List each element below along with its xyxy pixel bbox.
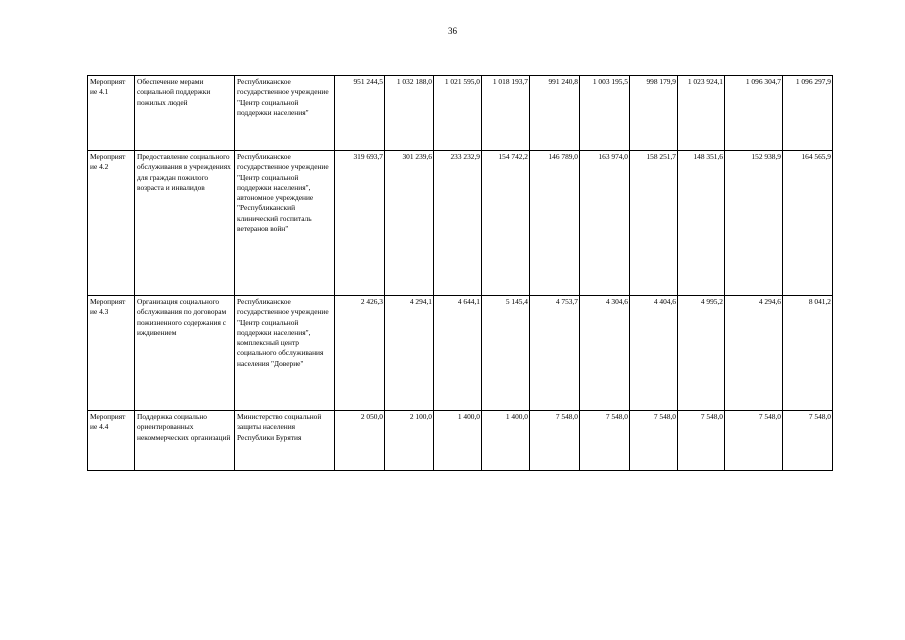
measure-name-cell: Организация социального обслуживания по договорам пожизненного содержания с иждивением: [135, 296, 235, 411]
value-cell: 2 426,3: [335, 296, 385, 411]
value-cell: 4 404,6: [630, 296, 678, 411]
measure-name-cell: Поддержка социально ориентированных некоммерческих организаций: [135, 411, 235, 471]
value-cell: 7 548,0: [678, 411, 725, 471]
program-table: [87, 75, 833, 471]
measure-code-cell: Мероприят ие 4.4: [88, 411, 135, 471]
value-cell: 7 548,0: [725, 411, 783, 471]
value-cell: 2 050,0: [335, 411, 385, 471]
value-cell: 319 693,7: [335, 151, 385, 296]
value-cell: 7 548,0: [530, 411, 580, 471]
value-cell: 4 995,2: [678, 296, 725, 411]
table-row: [88, 76, 833, 151]
value-cell: 8 041,2: [783, 296, 833, 411]
value-cell: 1 021 595,0: [434, 76, 482, 151]
table-row: [88, 296, 833, 411]
measure-code-cell: Мероприят ие 4.1: [88, 76, 135, 151]
value-cell: 1 400,0: [482, 411, 530, 471]
page-number: 36: [448, 26, 457, 36]
value-cell: 1 400,0: [434, 411, 482, 471]
value-cell: 951 244,5: [335, 76, 385, 151]
value-cell: 4 294,1: [385, 296, 434, 411]
value-cell: 163 974,0: [580, 151, 630, 296]
executor-cell: Республиканское государственное учреждение "Центр социальной поддержки населения": [235, 76, 335, 151]
value-cell: 148 351,6: [678, 151, 725, 296]
measure-name-cell: Обеспечение мерами социальной поддержки пожилых людей: [135, 76, 235, 151]
value-cell: 1 018 193,7: [482, 76, 530, 151]
value-cell: 998 179,9: [630, 76, 678, 151]
table-row: [88, 151, 833, 296]
value-cell: 7 548,0: [630, 411, 678, 471]
value-cell: 4 304,6: [580, 296, 630, 411]
table-row: [88, 411, 833, 471]
measure-name-cell: Предоставление социального обслуживания в учреждениях для граждан пожилого возраста и инвалидов: [135, 151, 235, 296]
value-cell: 158 251,7: [630, 151, 678, 296]
executor-cell: Республиканское государственное учреждение "Центр социальной поддержки населения", комплексный центр социального обслуживания населения "Доверие": [235, 296, 335, 411]
value-cell: 4 753,7: [530, 296, 580, 411]
value-cell: 7 548,0: [783, 411, 833, 471]
value-cell: 4 644,1: [434, 296, 482, 411]
value-cell: 2 100,0: [385, 411, 434, 471]
value-cell: 154 742,2: [482, 151, 530, 296]
value-cell: 233 232,9: [434, 151, 482, 296]
value-cell: 4 294,6: [725, 296, 783, 411]
measure-code-cell: Мероприят ие 4.3: [88, 296, 135, 411]
executor-cell: Министерство социальной защиты населения Республики Бурятия: [235, 411, 335, 471]
value-cell: 1 096 297,9: [783, 76, 833, 151]
value-cell: 1 003 195,5: [580, 76, 630, 151]
executor-cell: Республиканское государственное учреждение "Центр социальной поддержки населения", автономное учреждение "Республиканский клинический госпиталь ветеранов войн": [235, 151, 335, 296]
value-cell: 1 032 188,0: [385, 76, 434, 151]
value-cell: 1 023 924,1: [678, 76, 725, 151]
value-cell: 146 789,0: [530, 151, 580, 296]
value-cell: 1 096 304,7: [725, 76, 783, 151]
measure-code-cell: Мероприят ие 4.2: [88, 151, 135, 296]
value-cell: 152 938,9: [725, 151, 783, 296]
value-cell: 5 145,4: [482, 296, 530, 411]
value-cell: 301 239,6: [385, 151, 434, 296]
value-cell: 991 240,8: [530, 76, 580, 151]
value-cell: 7 548,0: [580, 411, 630, 471]
value-cell: 164 565,9: [783, 151, 833, 296]
